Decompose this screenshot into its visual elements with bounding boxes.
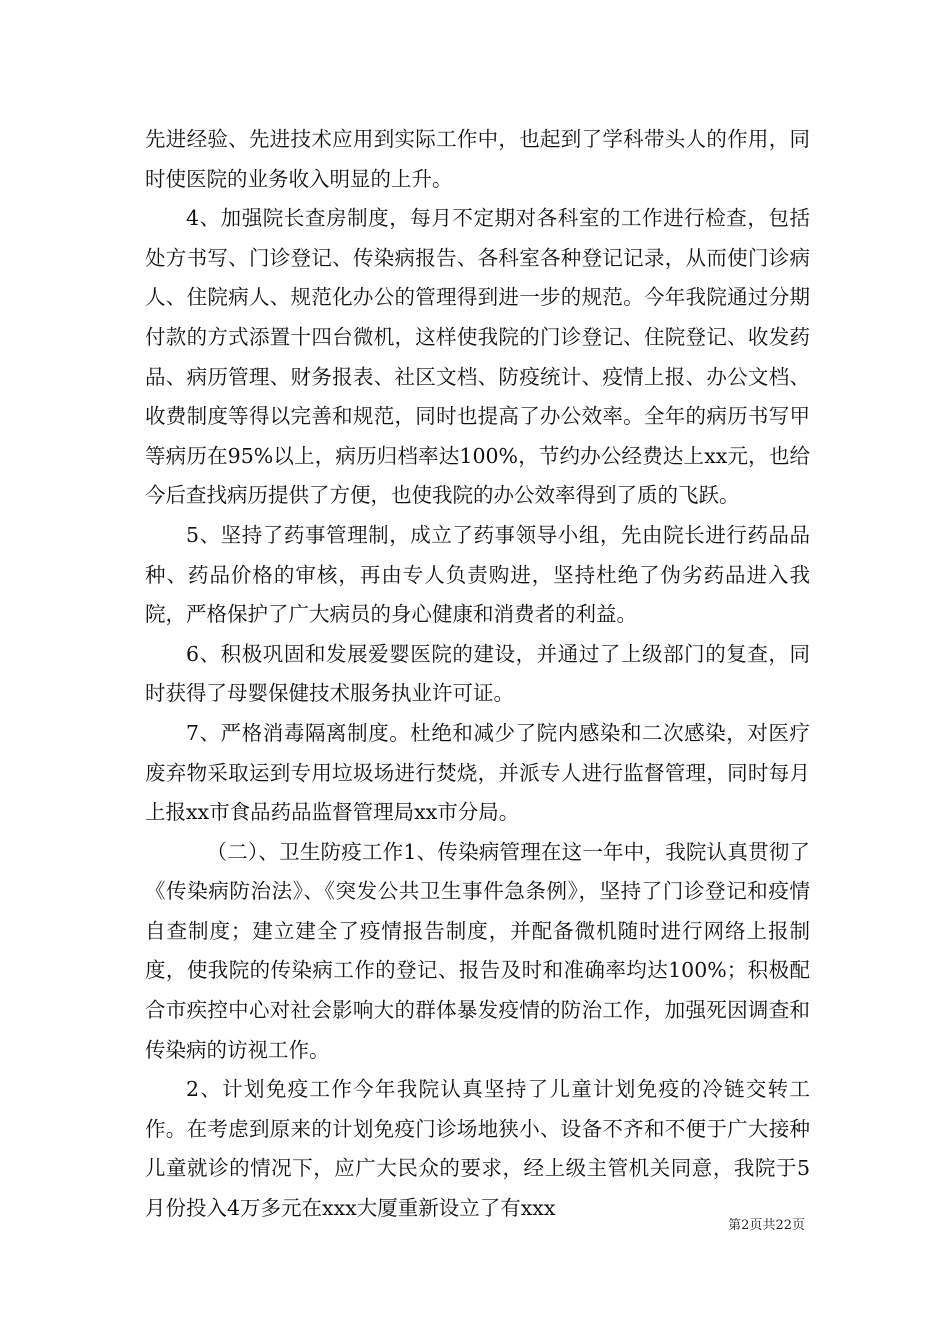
- paragraph-1: 先进经验、先进技术应用到实际工作中，也起到了学科带头人的作用，同时使医院的业务收入明显的上升。: [145, 127, 810, 191]
- document-body: [145, 120, 810, 1229]
- paragraph-5: 7、严格消毒隔离制度。杜绝和减少了院内感染和二次感染，对医疗废弃物采取运到专用垃圾场进行焚烧，并派专人进行监督管理，同时每月上报xx市食品药品监督管理局xx市分局。: [145, 720, 810, 825]
- paragraph-3: 5、坚持了药事管理制，成立了药事领导小组，先由院长进行药品品种、药品价格的审核，再由专人负责购进，坚持杜绝了伪劣药品进入我院，严格保护了广大病员的身心健康和消费者的利益。: [145, 522, 810, 627]
- paragraph-2: 4、加强院长查房制度，每月不定期对各科室的工作进行检查，包括处方书写、门诊登记、传染病报告、各科室各种登记记录，从而使门诊病人、住院病人、规范化办公的管理得到进一步的规范。今年我院通过分期付款的方式添置十四台微机，这样使我院的门诊登记、住院登记、收发药品、病历管理、财务报表、社区文档、防疫统计、疫情上报、办公文档、收费制度等得以完善和规范，同时也提高了办公效率。全年的病历书写甲等病历在95%以上，病历归档率达100%，节约办公经费达上xx元，也给今后查找病历提供了方便，也使我院的办公效率得到了质的飞跃。: [145, 206, 810, 508]
- page-number-footer: 第2页共22页: [728, 1218, 805, 1233]
- paragraph-4: 6、积极巩固和发展爱婴医院的建设，并通过了上级部门的复查，同时获得了母婴保健技术服务执业许可证。: [145, 641, 810, 706]
- paragraph-7: 2、计划免疫工作今年我院认真坚持了儿童计划免疫的冷链交转工作。在考虑到原来的计划免疫门诊场地狭小、设备不齐和不便于广大接种儿童就诊的情况下，应广大民众的要求，经上级主管机关同意，我院于5月份投入4万多元在xxx大厦重新设立了有xxx: [145, 1077, 810, 1221]
- paragraph-6: （二）、卫生防疫工作1、传染病管理在这一年中，我院认真贯彻了《传染病防治法》、《突发公共卫生事件急条例》，坚持了门诊登记和疫情自查制度；建立建全了疫情报告制度，并配备微机随时进行网络上报制度，使我院的传染病工作的登记、报告及时和准确率均达100%；积极配合市疾控中心对社会影响大的群体暴发疫情的防治工作，加强死因调查和传染病的访视工作。: [145, 839, 810, 1062]
